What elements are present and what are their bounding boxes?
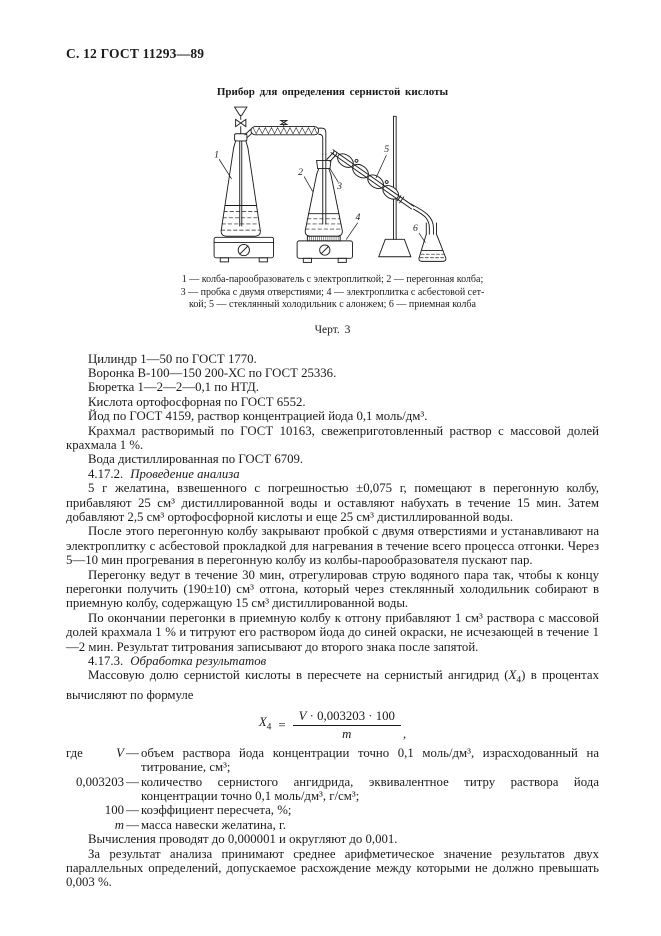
variable-m: m	[114, 817, 124, 832]
material-line: Вода дистиллированная по ГОСТ 6709.	[88, 452, 304, 467]
section-title: Проведение анализа	[130, 466, 240, 481]
material-line: Крахмал растворимый по ГОСТ 10163, свежеприготовленный раствор с массовой долей крахмала 1 %.	[66, 423, 599, 452]
part-label-3: 3	[336, 181, 342, 193]
asbestos-pad	[307, 236, 340, 241]
caption-line: 1 — колба-парообразователь с электроплиткой; 2 — перегонная колба;	[181, 274, 484, 285]
stopper-icon	[316, 160, 330, 168]
where-definition: количество сернистого ангидрида, эквивалентное титру раствора йода концентрации точно 0,1 моль/дм³, г/см³;	[141, 774, 599, 804]
formula	[66, 709, 599, 742]
where-dash: —	[126, 817, 139, 832]
variable-subscript: 4	[516, 675, 522, 686]
part-label-2: 2	[297, 166, 303, 178]
section-number: 4.17.2.	[88, 466, 124, 481]
material-line: Йод по ГОСТ 4159, раствор концентрацией йода 0,1 моль/дм³.	[88, 409, 428, 424]
where-row	[66, 746, 599, 775]
material-line: Кислота ортофосфорная по ГОСТ 6552.	[88, 394, 306, 409]
paragraph: По окончании перегонки в приемную колбу к отгону прибавляют 1 см³ раствора с массовой долей крахмала 1 % и титруют его раствором йода до синей окраски, не исчезающей в течение 1—2 мин. Результат титрования записывают до второго знака после запятой.	[66, 610, 599, 654]
equals-sign: =	[278, 718, 286, 733]
fraction	[293, 709, 401, 742]
part-label-1: 1	[213, 149, 219, 161]
where-term	[66, 818, 124, 832]
fraction-denominator	[342, 726, 351, 742]
caption-line: кой; 5 — стеклянный холодильник с алонжем; 6 — приемная колба	[189, 299, 476, 310]
where-row	[66, 803, 599, 817]
part-label-4: 4	[355, 211, 360, 223]
apparatus-diagram	[66, 103, 599, 272]
where-row	[66, 775, 599, 804]
text-run: Массовую долю сернистой кислоты в пересчете на сернистый ангидрид (	[88, 668, 509, 683]
receiving-flask	[418, 223, 445, 261]
apparatus-diagram-svg	[210, 103, 456, 267]
variable-x: X	[258, 715, 267, 730]
where-definition: объем раствора йода концентрации точно 0,1 моль/дм³, израсходованный на титрование, см³;	[141, 745, 599, 775]
where-term: 0,003203	[76, 774, 124, 789]
hotplate-1	[214, 237, 273, 262]
tube-clamp-icon	[280, 120, 286, 124]
where-lead: где	[66, 745, 83, 760]
steam-tube	[251, 120, 326, 224]
where-row	[66, 818, 599, 832]
where-dash: —	[126, 745, 139, 760]
page-header: С. 12 ГОСТ 11293—89	[66, 46, 205, 61]
paragraph: 5 г желатина, взвешенного с погрешностью ±0,075 г, помещают в перегонную колбу, прибавляют 25 см³ дистиллированной воды и оставляют набухать в течение 15 мин. Затем добавляют 2,5 см³ ортофосфорной кислоты и еще 25 см³ дистиллированной воды.	[66, 481, 599, 524]
where-list	[66, 746, 599, 832]
variable-v: V	[116, 745, 124, 760]
distillation-flask	[305, 152, 342, 237]
body-text	[66, 352, 599, 890]
where-definition: масса навески желатина, г.	[141, 817, 286, 832]
condenser	[328, 145, 416, 212]
paragraph: После этого перегонную колбу закрывают пробкой с двумя отверстиями и устанавливают на электроплитку с асбестовой прокладкой для нагревания в течение всего процесса отгонки. Через 5—10 мин прогревания в перегонную колбу из колбы-парообразователя пускают пар.	[66, 524, 599, 568]
figure-caption	[66, 274, 599, 312]
where-definition: коэффициент пересчета, %;	[141, 803, 292, 818]
hotplate-2	[297, 241, 352, 263]
variable-x: X	[508, 668, 517, 683]
section-title: Обработка результатов	[130, 654, 267, 669]
material-line: Воронка В-100—150 200-ХС по ГОСТ 25336.	[88, 365, 337, 380]
fraction-numerator	[293, 709, 401, 726]
variable-subscript: 4	[266, 722, 272, 733]
paragraph	[66, 668, 599, 702]
section-number: 4.17.3.	[88, 654, 124, 669]
figure-number: Черт. 3	[314, 323, 351, 336]
variable-v: V	[298, 708, 307, 723]
caption-line: 3 — пробка с двумя отверстиями; 4 — электроплитка с асбестовой сет-	[180, 286, 485, 298]
section-heading	[66, 654, 599, 668]
paragraph: Перегонку ведут в течение 30 мин, отрегулировав струю водяного пара так, чтобы к концу перегонки получить (190±10) см³ отгона, который через стеклянный холодильник собирают в приемную колбу, содержащую 15 см³ дистиллированной воды.	[66, 567, 599, 611]
stand	[378, 116, 410, 256]
where-term: 100	[104, 803, 124, 818]
part-label-6: 6	[412, 223, 418, 235]
text-run: · 0,003203 · 100	[306, 708, 395, 723]
text-run: ) в процентах вычисляют по формуле	[66, 668, 599, 703]
figure-title: Прибор для определения сернистой кислоты	[216, 86, 449, 98]
funnel-icon	[234, 107, 246, 115]
formula-comma: ,	[402, 727, 407, 742]
where-dash: —	[126, 803, 139, 818]
where-dash: —	[126, 774, 139, 789]
paragraph: Вычисления проводят до 0,000001 и округляют до 0,001.	[88, 832, 398, 847]
material-line: Бюретка 1—2—2—0,1 по НТД.	[88, 380, 259, 395]
part-label-5: 5	[383, 144, 389, 156]
material-line: Цилиндр 1—50 по ГОСТ 1770.	[88, 351, 257, 366]
variable-m: m	[342, 726, 352, 741]
section-heading	[66, 467, 599, 481]
paragraph: За результат анализа принимают среднее арифметическое значение результатов двух параллельных определений, допускаемое расхождение между которыми не должно превышать 0,003 %.	[66, 846, 599, 890]
formula-lhs	[259, 715, 272, 735]
